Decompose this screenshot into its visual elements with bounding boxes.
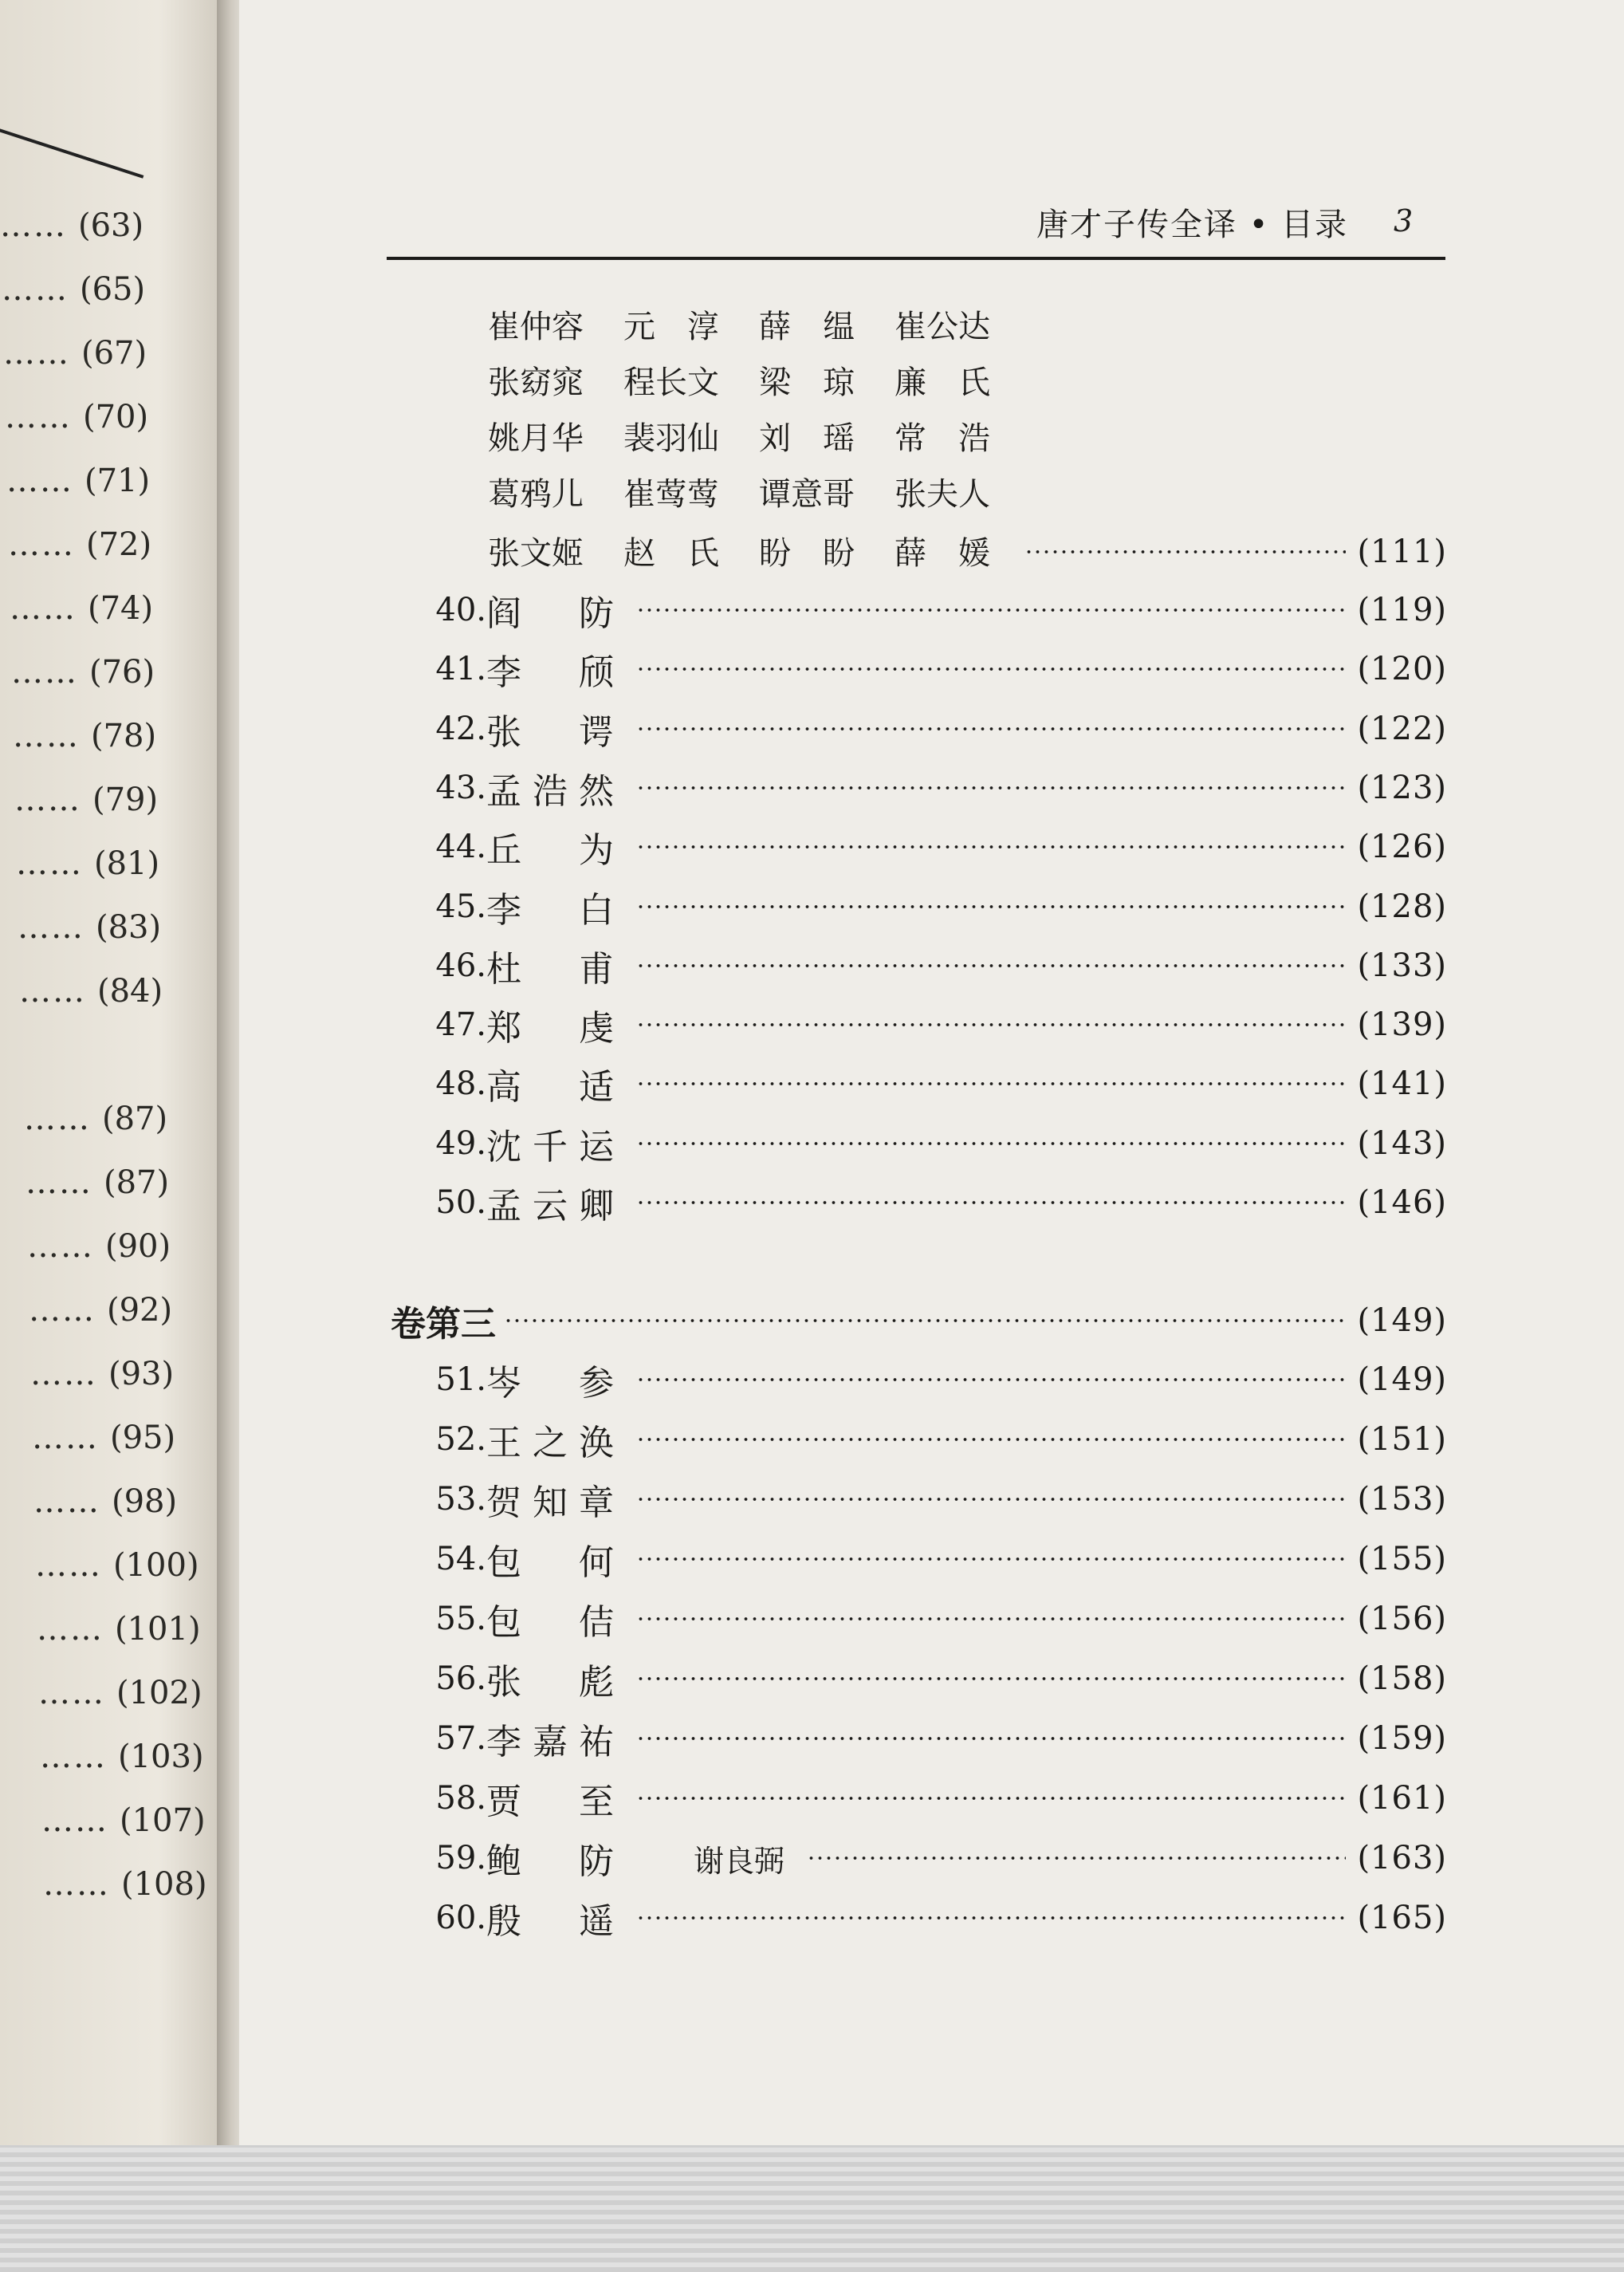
section-heading [391,1295,1447,1346]
dot-leader: …… [27,1228,94,1265]
toc-entry [423,585,1447,636]
dot-leader: …… [11,654,78,691]
entry-name: 贺知章 [486,1483,614,1523]
dot-leader: …… [6,463,73,499]
entry-page: (90) [105,1228,171,1265]
entry-number: 43. [435,769,486,806]
previous-page-entry [10,590,153,630]
entry-number: 44. [435,829,486,866]
entry-page: (143) [1357,1124,1447,1162]
entry-sub-name: 谢良弼 [694,1843,785,1879]
entry-number: 54. [435,1541,486,1577]
toc-entry [423,1058,1447,1109]
name-group-leader [1024,528,1447,576]
previous-page-entry [37,1611,201,1651]
dot-leader: …… [26,1164,92,1201]
previous-page-entry [35,1547,199,1587]
dot-leader [636,963,1346,968]
entry-page: (149) [1357,1361,1447,1398]
entry-page: (158) [1357,1660,1447,1697]
toc-entry [423,762,1447,813]
entry-page: (151) [1357,1421,1447,1458]
entry-number: 46. [435,947,486,984]
previous-page-entry [6,463,150,502]
entry-name: 包 何 [486,1542,614,1583]
dot-leader: …… [38,1675,105,1711]
person-name: 梁 琼 [759,364,855,401]
person-name: 张窈窕 [488,364,584,401]
previous-page-entry [13,718,156,758]
previous-page-entry [24,1101,167,1140]
entry-page: (72) [86,526,152,563]
previous-page-entry [18,909,161,949]
dot-leader [1024,549,1346,554]
entry-name: 阎 防 [486,593,614,634]
dot-leader: …… [14,782,81,818]
entry-page: (119) [1357,592,1447,628]
entry-name: 包 佶 [486,1602,614,1643]
dot-leader: …… [41,1802,108,1839]
entry-page: (161) [1357,1780,1447,1817]
entry-name: 李 白 [486,889,614,931]
entry-page: (146) [1357,1184,1447,1221]
entry-page: (101) [115,1611,201,1648]
previous-page-entry [30,1356,174,1396]
entry-page: (108) [121,1866,207,1903]
toc-entry [423,1833,1447,1884]
toc-entry [423,1474,1447,1525]
table-surface [0,2145,1624,2272]
entry-number: 47. [435,1006,486,1044]
entry-page: (155) [1357,1541,1447,1577]
previous-page-entry [41,1802,206,1842]
entry-name: 贾 至 [486,1782,614,1822]
dot-leader: …… [29,1292,96,1329]
entry-page: (98) [112,1483,178,1520]
entry-page: (70) [83,399,149,435]
dot-leader: …… [16,845,83,882]
previous-page-entry [43,1866,207,1906]
person-name: 刘 瑶 [759,420,855,457]
dot-leader [636,608,1346,612]
entry-page: (78) [91,718,157,754]
entry-number: 50. [435,1184,486,1221]
entry-name: 王之涣 [486,1423,614,1463]
dot-leader [636,1497,1346,1502]
entry-name: 丘 为 [486,830,614,872]
dot-leader: …… [2,271,69,308]
dot-leader: …… [19,973,86,1010]
toc-entry [423,1118,1447,1169]
toc-entry [423,1713,1447,1764]
person-name: 崔莺莺 [623,476,719,513]
previous-page-entry [5,399,148,439]
dot-leader [636,1557,1346,1561]
entry-page: (107) [120,1802,206,1839]
entry-page: (95) [110,1420,176,1456]
dot-leader [636,726,1346,731]
entry-name: 殷 遥 [486,1901,614,1942]
dot-leader [636,1081,1346,1086]
entry-page: (163) [1357,1840,1447,1876]
entry-number: 57. [435,1720,486,1757]
toc-entry [423,1593,1447,1644]
previous-page-entry [11,654,155,694]
entry-number: 41. [435,651,486,688]
header-rule [387,257,1445,260]
entry-number: 55. [435,1601,486,1637]
previous-page-entry [16,845,159,885]
entry-name: 张 彪 [486,1662,614,1703]
person-name: 盼 盼 [759,535,855,572]
entry-name: 郑 虔 [486,1008,614,1049]
dot-leader [504,1318,1346,1323]
previous-page-entry [38,1675,203,1715]
dot-leader: …… [43,1866,110,1903]
entry-name: 孟云卿 [486,1186,614,1227]
entry-page: (123) [1357,769,1447,806]
toc-entry [423,703,1447,754]
entry-page: (128) [1357,888,1447,925]
dot-leader [636,904,1346,909]
toc-entry [423,1414,1447,1465]
entry-number: 45. [435,888,486,925]
entry-page: (71) [85,463,151,499]
dot-leader [636,786,1346,790]
person-name: 常 浩 [895,420,990,457]
entry-page: (111) [1357,534,1447,570]
dot-leader [636,1437,1346,1442]
dot-leader [636,1022,1346,1027]
dot-leader [636,667,1346,671]
entry-number: 53. [435,1481,486,1518]
toc-entry [423,644,1447,695]
entry-name: 张 谔 [486,711,614,753]
person-name: 崔仲容 [488,309,584,345]
person-name: 程长文 [623,364,719,401]
dot-leader: …… [3,335,70,372]
toc-entry [423,821,1447,872]
entry-page: (165) [1357,1900,1447,1936]
entry-number: 60. [435,1900,486,1936]
entry-number: 49. [435,1124,486,1162]
previous-page-entry [40,1738,204,1778]
dot-leader: …… [37,1611,104,1648]
entry-name: 鲍 防 [486,1841,614,1882]
toc-entry [423,1177,1447,1228]
entry-page: (67) [81,335,147,372]
person-name: 姚月华 [488,420,584,457]
person-name: 元 淳 [623,309,719,345]
previous-page-rule [0,124,144,179]
dot-leader [636,1377,1346,1382]
toc-entry [423,999,1447,1050]
section-page: (149) [1357,1302,1447,1339]
previous-page-entry [27,1228,171,1268]
person-name: 薛 缊 [759,309,855,345]
dot-leader [636,1200,1346,1205]
previous-page-entry [2,271,145,311]
toc-entry [423,1653,1447,1704]
toc-entry [423,881,1447,932]
toc-entry [423,1892,1447,1943]
dot-leader: …… [33,1483,100,1520]
person-name: 裴羽仙 [623,420,719,457]
previous-page-entry [3,335,147,375]
dot-leader [636,845,1346,849]
dot-leader [636,1916,1346,1920]
dot-leader: …… [32,1420,99,1456]
dot-leader: …… [0,207,67,244]
entry-page: (139) [1357,1006,1447,1044]
dot-leader [636,1616,1346,1621]
entry-page: (159) [1357,1720,1447,1757]
person-name: 葛鸦儿 [488,476,584,513]
entry-number: 56. [435,1660,486,1697]
previous-page-entry [32,1420,175,1459]
dot-leader: …… [30,1356,97,1392]
entry-page: (87) [102,1101,168,1137]
entry-number: 42. [435,710,486,747]
toc-entry [423,940,1447,991]
entry-number: 51. [435,1361,486,1398]
entry-page: (133) [1357,947,1447,984]
entry-page: (83) [96,909,162,946]
entry-name: 孟浩然 [486,770,614,812]
entry-page: (92) [107,1292,173,1329]
entry-name: 李 颀 [486,652,614,694]
previous-page-entry [26,1164,169,1204]
entry-number: 52. [435,1421,486,1458]
entry-page: (100) [113,1547,199,1584]
entry-page: (63) [78,207,144,244]
dot-leader [636,1141,1346,1146]
person-name: 薛 媛 [895,535,990,572]
entry-page: (122) [1357,710,1447,747]
dot-leader [807,1856,1346,1861]
section-title: 卷第三 [391,1304,496,1345]
toc-entry [423,1354,1447,1405]
person-name: 张文姬 [488,535,584,572]
previous-page-entry [29,1292,172,1332]
entry-page: (103) [118,1738,204,1775]
previous-page-entry [14,782,158,821]
dot-leader: …… [8,526,75,563]
dot-leader [636,1796,1346,1801]
entry-page: (126) [1357,829,1447,866]
entry-number: 48. [435,1065,486,1103]
entry-number: 40. [435,592,486,628]
dot-leader: …… [13,718,80,754]
person-name: 赵 氏 [623,535,719,572]
dot-leader: …… [24,1101,91,1137]
person-name: 张夫人 [895,476,990,513]
entry-name: 李嘉祐 [486,1722,614,1762]
previous-page-entry [33,1483,177,1523]
previous-page-entry [8,526,151,566]
person-name: 谭意哥 [759,476,855,513]
entry-name: 岑 参 [486,1363,614,1404]
entry-page: (156) [1357,1601,1447,1637]
dot-leader [636,1676,1346,1681]
previous-page [0,0,227,2145]
entry-page: (79) [92,782,159,818]
person-name: 崔公达 [895,309,990,345]
entry-page: (81) [94,845,160,882]
entry-page: (120) [1357,651,1447,688]
entry-name: 沈千运 [486,1126,614,1168]
dot-leader: …… [10,590,77,627]
entry-page: (84) [97,973,163,1010]
dot-leader: …… [40,1738,107,1775]
entry-page: (153) [1357,1481,1447,1518]
dot-leader [636,1736,1346,1741]
toc-entry [423,1534,1447,1585]
previous-page-entry [0,207,144,247]
running-title: 唐才子传全译 • 目录 [1036,207,1349,243]
entry-number: 58. [435,1780,486,1817]
entry-page: (93) [108,1356,175,1392]
dot-leader: …… [18,909,85,946]
entry-name: 杜 甫 [486,948,614,990]
entry-number: 59. [435,1840,486,1876]
page-number: 3 [1394,203,1414,238]
entry-page: (141) [1357,1065,1447,1103]
entry-page: (102) [116,1675,203,1711]
entry-page: (74) [88,590,154,627]
person-name: 廉 氏 [895,364,990,401]
entry-page: (76) [89,654,155,691]
entry-page: (65) [80,271,146,308]
entry-page: (87) [104,1164,170,1201]
previous-page-entry [19,973,163,1013]
entry-name: 高 适 [486,1067,614,1108]
toc-entry [423,1773,1447,1824]
dot-leader: …… [5,399,72,435]
dot-leader: …… [35,1547,102,1584]
